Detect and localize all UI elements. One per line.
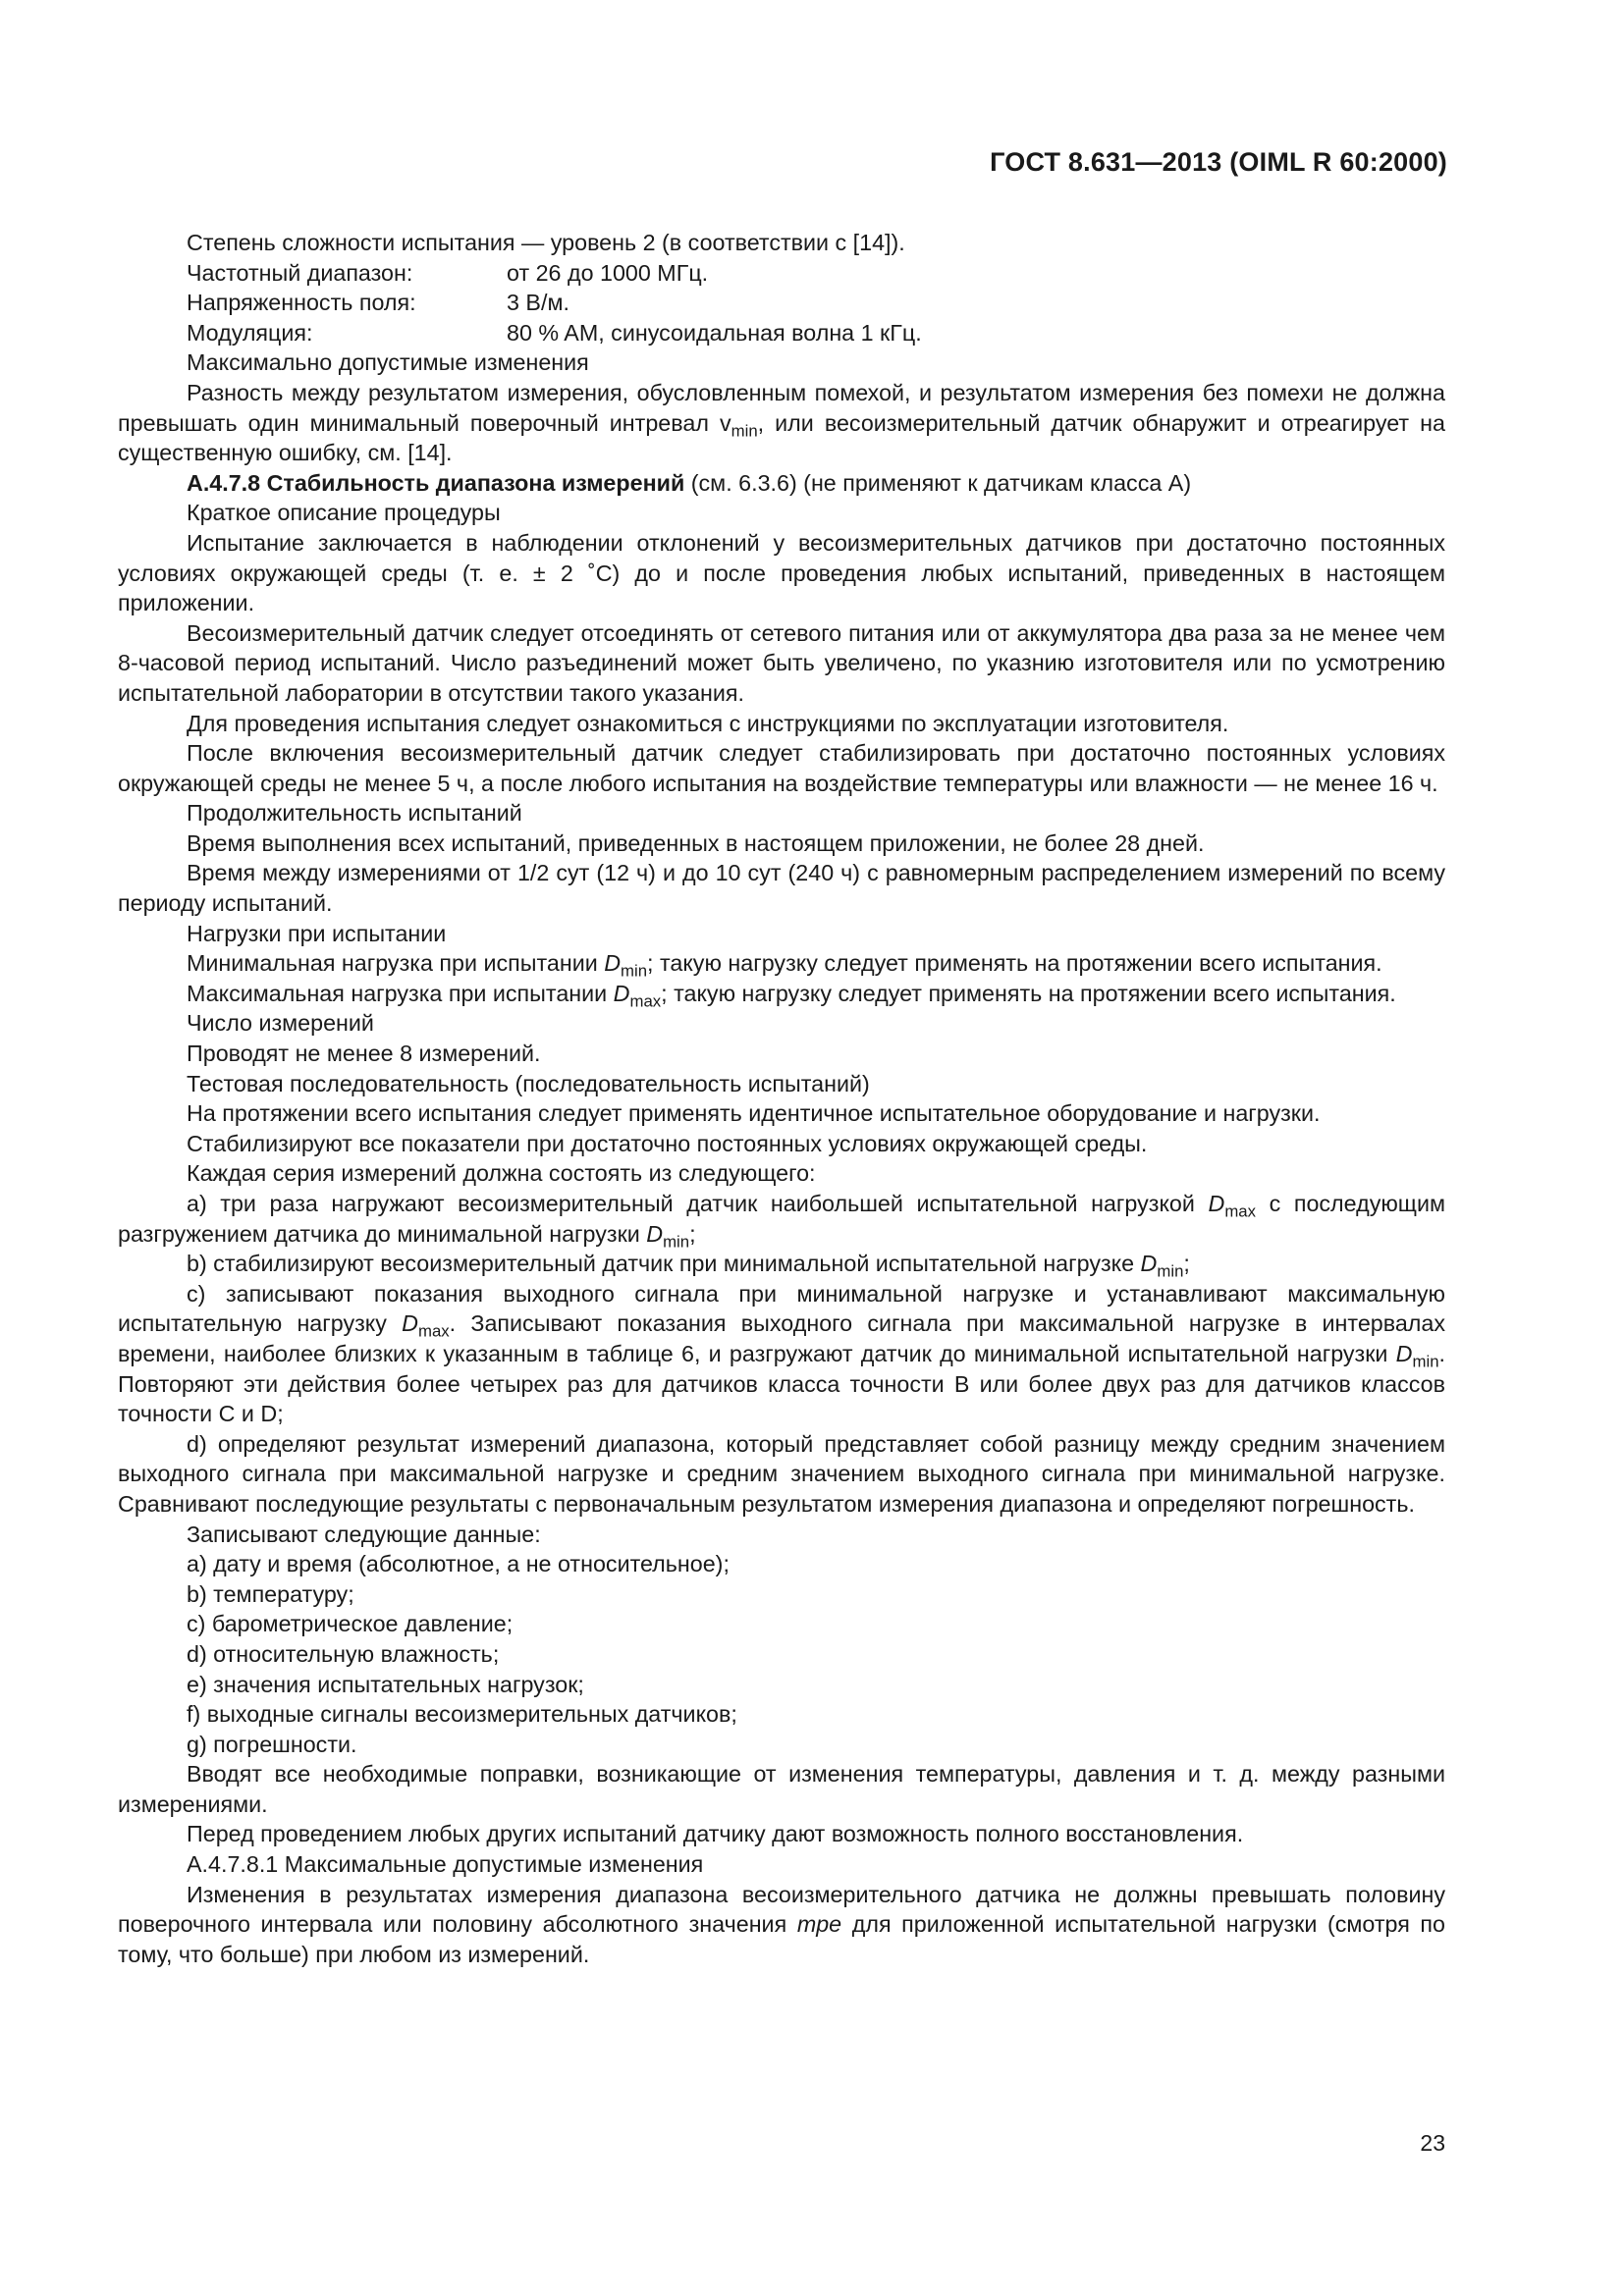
param-row-frequency — [187, 258, 1445, 289]
document-header: ГОСТ 8.631—2013 (OIML R 60:2000) — [990, 147, 1447, 177]
param-value: 80 % AM, синусоидальная волна 1 кГц. — [507, 319, 922, 346]
subheading-max-changes: Максимально допустимые изменения — [187, 349, 589, 376]
param-label: Напряженность поля: — [187, 290, 416, 316]
subheading-loads: Нагрузки при испытании — [187, 920, 447, 946]
subheading-procedure: Краткое описание процедуры — [187, 500, 501, 526]
paragraph-duration: Время выполнения всех испытаний, приведенных в настоящем приложении, не более 28 дней. — [187, 829, 1205, 856]
param-row-field-strength — [187, 288, 1445, 318]
page-number: 23 — [1420, 2130, 1445, 2156]
list-item-b: b) стабилизируют весоизмерительный датчик при минимальной испытательной нагрузке $D_{min}$; — [187, 1251, 1190, 1281]
record-item: c) барометрическое давление; — [187, 1611, 514, 1637]
subsection-heading-a4-7-8-1: А.4.7.8.1 Максимальные допустимые изменения — [187, 1851, 704, 1878]
subheading-duration: Продолжительность испытаний — [187, 800, 522, 827]
record-item: g) погрешности. — [187, 1731, 357, 1757]
section-heading-a4-7-8: А.4.7.8 Стабильность диапазона измерений (см. 6.3.6) (не применяют к датчикам класса А) — [187, 469, 1192, 496]
paragraph-stabilize: После включения весоизмерительный датчик следует стабилизировать при достаточно постоянных условиях окружающей среды не менее 5 ч, а после любого испытания на воздействие температуры или влажности — не менее 16 ч. — [118, 740, 1445, 796]
list-item-d: d) определяют результат измерений диапазона, который представляет собой разницу между средним значением выходного сигнала при максимальной нагрузке и средним значением выходного сигнала при минимальной нагрузке. Сравнивают последующие результаты с первоначальным результатом измерения диапазона и определяют погрешность. — [118, 1430, 1445, 1517]
param-value: от 26 до 1000 МГц. — [507, 259, 709, 286]
paragraph-corrections: Вводят все необходимые поправки, возникающие от изменения температуры, давления и т. д. между разными измерениями. — [118, 1761, 1445, 1817]
paragraph-interval: Время между измерениями от 1/2 сут (12 ч) и до 10 сут (240 ч) с равномерным распределением измерений по всему периоду испытаний. — [118, 860, 1445, 917]
paragraph-count: Проводят не менее 8 измерений. — [187, 1041, 541, 1067]
record-item: e) значения испытательных нагрузок; — [187, 1671, 584, 1697]
paragraph-series: Каждая серия измерений должна состоять из следующего: — [187, 1160, 816, 1187]
paragraph-disconnect: Весоизмерительный датчик следует отсоединять от сетевого питания или от аккумулятора два раза за не менее чем 8-часовой период испытаний. Число разъединений может быть увеличено, по указнию изготовителя или по усмотрению испытательной лаборатории в отсутствии такого указания. — [118, 619, 1445, 706]
paragraph-recovery: Перед проведением любых других испытаний датчику дают возможность полного восстановления. — [187, 1821, 1244, 1847]
paragraph-instructions: Для проведения испытания следует ознакомиться с инструкциями по эксплуатации изготовителя. — [187, 710, 1229, 736]
param-row-modulation — [187, 318, 1445, 348]
list-item-a: a) три раза нагружают весоизмерительный датчик наибольшей испытательной нагрузкой $D_{max}$ с последующим разгружением датчика до минимальной нагрузки $D_{min}$; — [118, 1191, 1446, 1251]
param-value: 3 В/м. — [507, 290, 569, 316]
paragraph-stabilize-all: Стабилизируют все показатели при достаточно постоянных условиях окружающей среды. — [187, 1130, 1148, 1156]
paragraph-record: Записывают следующие данные: — [187, 1521, 541, 1547]
record-item: d) относительную влажность; — [187, 1640, 500, 1667]
record-item: f) выходные сигналы весоизмерительных датчиков; — [187, 1701, 737, 1728]
body-text — [118, 228, 1445, 1969]
paragraph-max-load: Максимальная нагрузка при испытании $D_{max}$; такую нагрузку следует применять на протяжении всего испытания. — [187, 980, 1396, 1011]
paragraph-difference: Разность между результатом измерения, обусловленным помехой, и результатом измерения без помехи не должна превышать один минимальный поверочный интревал $v_{min}$, или весоизмерительный датчик обнаружит и отреагирует на существенную ошибку, см. [14]. — [118, 379, 1445, 466]
list-item-c: c) записывают показания выходного сигнала при минимальной нагрузке и устанавливают максимальную испытательную нагрузку $D_{max}$. Записывают показания выходного сигнала при максимальной нагрузке в интервалах времени, наиболее близких к указанным в таблице 6, и разгружают датчик до минимальной испытательной нагрузки $D_{min}$. Повторяют эти действия более четырех раз для датчиков класса точности В или более двух раз для датчиков классов точности С и D; — [118, 1280, 1445, 1427]
subheading-count: Число измерений — [187, 1010, 374, 1037]
param-label: Частотный диапазон: — [187, 259, 413, 286]
paragraph-test-severity: Степень сложности испытания — уровень 2 (в соответствии с [14]). — [187, 230, 905, 255]
paragraph-min-load: Минимальная нагрузка при испытании $D_{min}$; такую нагрузку следует применять на протяжении всего испытания. — [187, 950, 1382, 981]
paragraph-test-description: Испытание заключается в наблюдении отклонений у весоизмерительных датчиков при достаточно постоянных условиях окружающей среды (т. е. ± 2 ˚С) до и после проведения любых испытаний, приведенных в настоящем приложении. — [118, 529, 1445, 616]
section-title: А.4.7.8 Стабильность диапазона измерений — [187, 469, 685, 496]
param-label: Модуляция: — [187, 319, 313, 346]
paragraph-equipment: На протяжении всего испытания следует применять идентичное испытательное оборудование и нагрузки. — [187, 1100, 1321, 1127]
record-item: a) дату и время (абсолютное, а не относительное); — [187, 1551, 730, 1577]
paragraph-max-changes: Изменения в результатах измерения диапазона весоизмерительного датчика не должны превышать половину поверочного интервала или половину абсолютного значения mpe для приложенной испытательной нагрузки (смотря по тому, что больше) при любом из измерений. — [118, 1881, 1445, 1967]
record-item: b) температуру; — [187, 1580, 354, 1607]
subheading-sequence: Тестовая последовательность (последовательность испытаний) — [187, 1070, 870, 1096]
